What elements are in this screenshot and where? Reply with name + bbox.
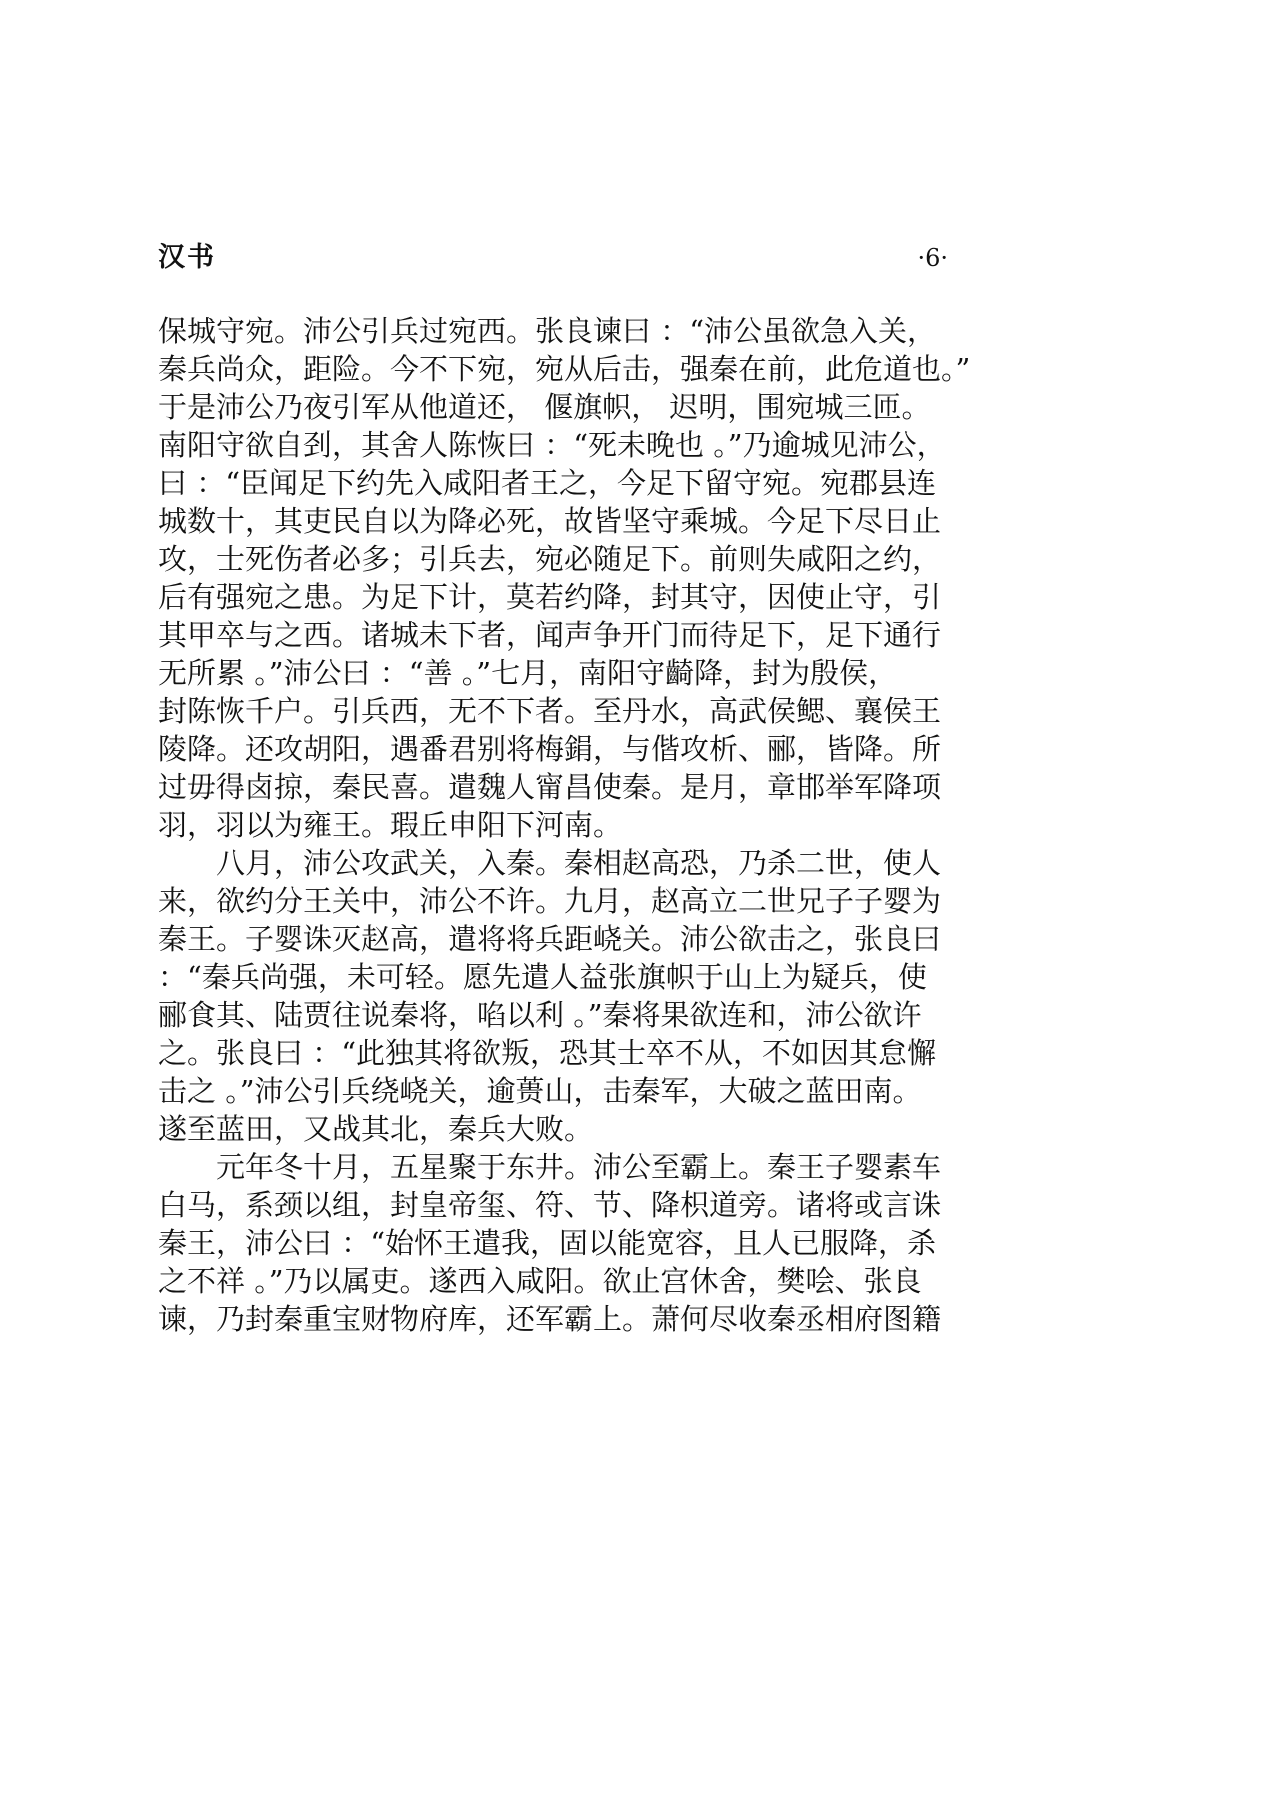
- text-line: 遂至蓝田，又战其北，秦兵大败。: [158, 1112, 594, 1146]
- text-line: 白马，系颈以组，封皇帝玺、符、节、降枳道旁。诸将或言诛: [158, 1188, 942, 1222]
- page-number: ·6·: [917, 244, 948, 272]
- text-line: 羽，羽以为雍王。瑕丘申阳下河南。: [158, 808, 623, 842]
- text-line: 南阳守欲自刭，其舍人陈恢曰 ：“死未晚也 。”乃逾城见沛公，: [158, 428, 946, 462]
- text-line: 八月，沛公攻武关，入秦。秦相赵高恐，乃杀二世，使人: [216, 846, 942, 880]
- text-line: 谏，乃封秦重宝财物府库，还军霸上。萧何尽收秦丞相府图籍: [158, 1302, 942, 1336]
- text-line: 保城守宛。沛公引兵过宛西。张良谏曰 ：“沛公虽欲急入关，: [158, 314, 937, 348]
- text-line: 来，欲约分王关中，沛公不许。九月，赵高立二世兄子子婴为: [158, 884, 942, 918]
- text-line: 之。张良曰 ：“此独其将欲叛，恐其士卒不从，不如因其怠懈: [158, 1036, 937, 1070]
- text-line: 攻，士死伤者必多；引兵去，宛必随足下。前则失咸阳之约，: [158, 542, 942, 576]
- text-line: 无所累 。”沛公曰 ：“善 。”七月，南阳守齮降，封为殷侯，: [158, 656, 898, 690]
- text-line: 秦兵尚众，距险。今不下宛，宛从后击，强秦在前，此危道也。”: [158, 352, 971, 386]
- paragraph: [158, 1148, 978, 1338]
- text-line: 于是沛公乃夜引军从他道还， 偃旗帜， 迟明，围宛城三匝。: [158, 390, 931, 424]
- text-line: 之不祥 。”乃以属吏。遂西入咸阳。欲止宫休舍，樊哙、张良: [158, 1264, 922, 1298]
- body-text: [158, 312, 978, 1338]
- text-line: 城数十，其吏民自以为降必死，故皆坚守乘城。今足下尽日止: [158, 504, 942, 538]
- text-line: 过毋得卤掠，秦民喜。遣魏人甯昌使秦。是月，章邯举军降项: [158, 770, 942, 804]
- text-line: 郦食其、陆贾往说秦将，啗以利 。”秦将果欲连和，沛公欲许: [158, 998, 922, 1032]
- text-line: 陵降。还攻胡阳，遇番君别将梅鋗，与偕攻析、郦，皆降。所: [158, 732, 942, 766]
- text-line: 击之 。”沛公引兵绕峣关，逾蒉山，击秦军，大破之蓝田南。: [158, 1074, 922, 1108]
- text-line: 秦王。子婴诛灭赵高，遣将将兵距峣关。沛公欲击之，张良曰: [158, 922, 942, 956]
- text-line: 封陈恢千户。引兵西，无不下者。至丹水，高武侯鳃、襄侯王: [158, 694, 942, 728]
- text-line: ：“秦兵尚强，未可轻。愿先遣人益张旗帜于山上为疑兵，使: [158, 960, 927, 994]
- text-line: 秦王，沛公曰 ：“始怀王遣我，固以能宽容，且人已服降，杀: [158, 1226, 937, 1260]
- text-line: 曰 ：“臣闻足下约先入咸阳者王之，今足下留守宛。宛郡县连: [158, 466, 937, 500]
- text-line: 后有强宛之患。为足下计，莫若约降，封其守，因使止守，引: [158, 580, 942, 614]
- text-line: 元年冬十月，五星聚于东井。沛公至霸上。秦王子婴素车: [216, 1150, 942, 1184]
- running-head: [158, 238, 948, 278]
- paragraph: [158, 312, 978, 844]
- text-line: 其甲卒与之西。诸城未下者，闻声争开门而待足下，足下通行: [158, 618, 942, 652]
- book-title: 汉书: [158, 242, 216, 273]
- paragraph: [158, 844, 978, 1148]
